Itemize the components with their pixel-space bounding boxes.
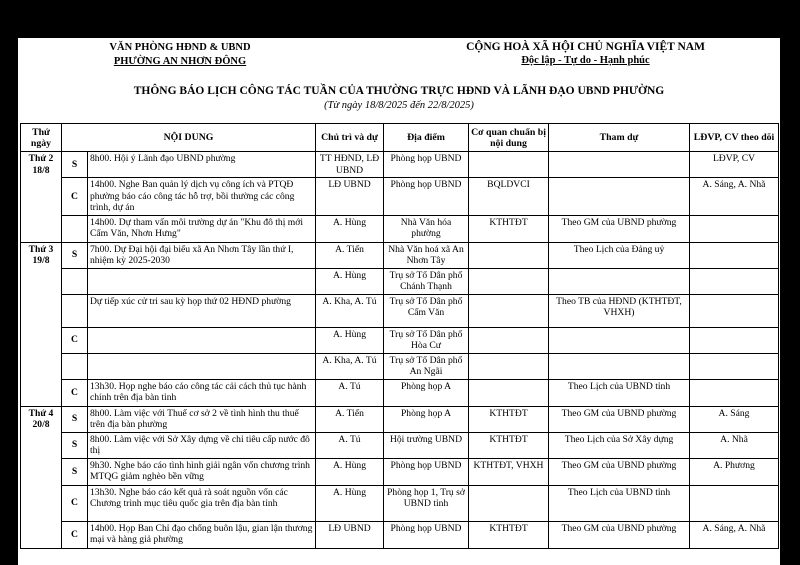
chair-cell: A. Hùng [316, 215, 384, 242]
col-attend: Tham dự [549, 124, 690, 152]
session-cell: S [62, 432, 88, 458]
follow-cell: A. Nhã [690, 432, 779, 458]
place-cell: Phòng họp UBND [384, 458, 469, 485]
content-cell: 8h00. Làm việc với Thuế cơ sở 2 về tình hình thu thuế trên địa bàn phường [88, 406, 316, 432]
chair-cell: A. Hùng [316, 485, 384, 521]
follow-cell: A. Sáng, A. Nhã [690, 521, 779, 548]
place-cell: Phòng họp UBND [384, 152, 469, 178]
session-cell: S [62, 152, 88, 178]
place-cell: Phòng họp A [384, 406, 469, 432]
prep-cell: KTHTĐT [469, 406, 549, 432]
session-cell: C [62, 327, 88, 353]
content-cell [88, 268, 316, 294]
day-date: 18/8 [32, 164, 50, 176]
prep-cell: KTHTĐT [469, 521, 549, 548]
prep-cell: KTHTĐT [469, 432, 549, 458]
chair-cell: TT HĐND, LĐ UBND [316, 152, 384, 178]
schedule-body [21, 152, 779, 549]
table-row [21, 406, 779, 432]
follow-cell: A. Sáng [690, 406, 779, 432]
prep-cell [469, 268, 549, 294]
chair-cell: A. Hùng [316, 458, 384, 485]
attend-cell: Theo GM của UBND phường [549, 215, 690, 242]
place-cell: Phòng họp UBND [384, 521, 469, 548]
chair-cell: A. Hùng [316, 268, 384, 294]
session-cell [62, 353, 88, 379]
session-cell [62, 294, 88, 327]
content-cell: 13h30. Họp nghe báo cáo công tác cải cách thủ tục hành chính trên địa bàn tỉnh [88, 379, 316, 406]
col-day: Thứ ngày [21, 124, 62, 152]
place-cell: Trụ sở Tổ Dân phố Hòa Cư [384, 327, 469, 353]
prep-cell [469, 294, 549, 327]
prep-cell [469, 242, 549, 268]
attend-cell: Theo GM của UBND phường [549, 521, 690, 548]
session-cell: C [62, 521, 88, 548]
place-cell: Phòng họp UBND [384, 178, 469, 216]
prep-cell: BQLDVCI [469, 178, 549, 216]
col-chair: Chủ trì và dự [316, 124, 384, 152]
ward-name: PHƯỜNG AN NHƠN ĐÔNG [113, 56, 247, 67]
follow-cell [690, 268, 779, 294]
content-cell [88, 327, 316, 353]
table-header-row [21, 124, 779, 152]
session-cell: S [62, 242, 88, 268]
col-prep: Cơ quan chuẩn bị nội dung [469, 124, 549, 152]
weekday: Thứ 3 [28, 243, 54, 255]
attend-cell: Theo GM của UBND phường [549, 406, 690, 432]
nation-name: CỘNG HOÀ XÃ HỘI CHỦ NGHĨA VIỆT NAM [466, 41, 705, 53]
attend-cell: Theo Lịch của Sở Xây dựng [549, 432, 690, 458]
place-cell: Trụ sở Tổ Dân phố An Ngãi [384, 353, 469, 379]
content-cell: 14h00. Họp Ban Chỉ đạo chống buôn lậu, gian lận thương mại và hàng giả phường [88, 521, 316, 548]
content-cell [88, 353, 316, 379]
table-row [21, 432, 779, 458]
table-row [21, 178, 779, 216]
chair-cell: A. Tiến [316, 406, 384, 432]
day-date: 20/8 [32, 419, 50, 430]
follow-cell [690, 215, 779, 242]
chair-cell: LĐ UBND [316, 178, 384, 216]
col-content: NỘI DUNG [62, 124, 316, 152]
content-cell: 8h00. Hội ý Lãnh đạo UBND phường [88, 152, 316, 178]
chair-cell: A. Hùng [316, 327, 384, 353]
chair-cell: A. Kha, A. Tú [316, 353, 384, 379]
session-cell: S [62, 458, 88, 485]
session-cell [62, 215, 88, 242]
table-row [21, 215, 779, 242]
session-cell: C [62, 485, 88, 521]
content-cell: 8h00. Làm việc với Sở Xây dựng về chỉ tiêu cấp nước đô thị [88, 432, 316, 458]
follow-cell [690, 327, 779, 353]
day-cell [21, 152, 62, 243]
prep-cell [469, 379, 549, 406]
place-cell: Nhà Văn hoá xã An Nhơn Tây [384, 242, 469, 268]
attend-cell: Theo Lịch của UBND tỉnh [549, 379, 690, 406]
document-title: THÔNG BÁO LỊCH CÔNG TÁC TUẦN CỦA THƯỜNG TRỰC HĐND VÀ LÃNH ĐẠO UBND PHƯỜNG [133, 85, 665, 97]
chair-cell: A. Kha, A. Tú [316, 294, 384, 327]
place-cell: Trụ sở Tổ Dân phố Chánh Thạnh [384, 268, 469, 294]
issuing-office [80, 41, 280, 69]
place-cell: Phòng họp A [384, 379, 469, 406]
session-cell: C [62, 379, 88, 406]
table-row [21, 458, 779, 485]
attend-cell [549, 178, 690, 216]
content-cell: Dự tiếp xúc cử tri sau kỳ họp thứ 02 HĐND phường [88, 294, 316, 327]
date-range: (Từ ngày 18/8/2025 đến 22/8/2025) [324, 100, 474, 111]
attend-cell: Theo GM của UBND phường [549, 458, 690, 485]
follow-cell [690, 485, 779, 521]
session-cell [62, 268, 88, 294]
document-page [18, 38, 780, 565]
table-row [21, 152, 779, 178]
content-cell: 9h30. Nghe báo cáo tình hình giải ngân vốn chương trình MTQG giảm nghèo bền vững [88, 458, 316, 485]
prep-cell: KTHTĐT, VHXH [469, 458, 549, 485]
follow-cell: LĐVP, CV [690, 152, 779, 178]
follow-cell [690, 379, 779, 406]
col-follow: LĐVP, CV theo dõi [690, 124, 779, 152]
content-cell: 7h00. Dự Đại hội đại biểu xã An Nhơn Tây lần thứ I, nhiệm kỳ 2025-2030 [88, 242, 316, 268]
chair-cell: A. Tiến [316, 242, 384, 268]
session-cell: C [62, 178, 88, 216]
session-cell: S [62, 406, 88, 432]
follow-cell [690, 242, 779, 268]
table-row [21, 353, 779, 379]
place-cell: Hội trường UBND [384, 432, 469, 458]
table-row [21, 242, 779, 268]
attend-cell: Theo TB của HĐND (KTHTĐT, VHXH) [549, 294, 690, 327]
follow-cell: A. Phương [690, 458, 779, 485]
place-cell: Phòng họp 1, Trụ sở UBND tỉnh [384, 485, 469, 521]
weekday: Thứ 2 [28, 153, 54, 164]
content-cell: 14h00. Dự tham vấn môi trường dự án "Khu đô thị mới Cẩm Văn, Nhơn Hưng" [88, 215, 316, 242]
day-cell [21, 406, 62, 548]
chair-cell: A. Tú [316, 432, 384, 458]
attend-cell [549, 152, 690, 178]
day-date: 19/8 [32, 255, 50, 266]
prep-cell [469, 485, 549, 521]
table-row [21, 294, 779, 327]
follow-cell [690, 353, 779, 379]
table-row [21, 268, 779, 294]
chair-cell: A. Tú [316, 379, 384, 406]
col-place: Địa điểm [384, 124, 469, 152]
office-name: VĂN PHÒNG HĐND & UBND [109, 42, 251, 53]
attend-cell: Theo Lịch của Đảng uỷ [549, 242, 690, 268]
place-cell: Nhà Văn hóa phường [384, 215, 469, 242]
attend-cell [549, 353, 690, 379]
follow-cell [690, 294, 779, 327]
weekday: Thứ 4 [28, 407, 54, 419]
prep-cell [469, 327, 549, 353]
place-cell: Trụ sở Tổ Dân phố Cẩm Văn [384, 294, 469, 327]
attend-cell [549, 327, 690, 353]
schedule-table [20, 123, 779, 549]
attend-cell [549, 268, 690, 294]
day-cell [21, 242, 62, 406]
table-row [21, 327, 779, 353]
table-row [21, 485, 779, 521]
content-cell: 13h30. Nghe báo cáo kết quả rà soát nguồn vốn các Chương trình mục tiêu quốc gia trên địa bàn tỉnh [88, 485, 316, 521]
chair-cell: LĐ UBND [316, 521, 384, 548]
content-cell: 14h00. Nghe Ban quản lý dịch vụ công ích và PTQĐ phường báo cáo công tác hỗ trợ, bồi thường các công trình, dự án [88, 178, 316, 216]
attend-cell: Theo Lịch của UBND tỉnh [549, 485, 690, 521]
national-heading [443, 40, 728, 68]
prep-cell [469, 152, 549, 178]
table-row [21, 379, 779, 406]
prep-cell: KTHTĐT [469, 215, 549, 242]
follow-cell: A. Sáng, A. Nhã [690, 178, 779, 216]
national-motto: Độc lập - Tự do - Hạnh phúc [521, 55, 650, 66]
table-row [21, 521, 779, 548]
prep-cell [469, 353, 549, 379]
